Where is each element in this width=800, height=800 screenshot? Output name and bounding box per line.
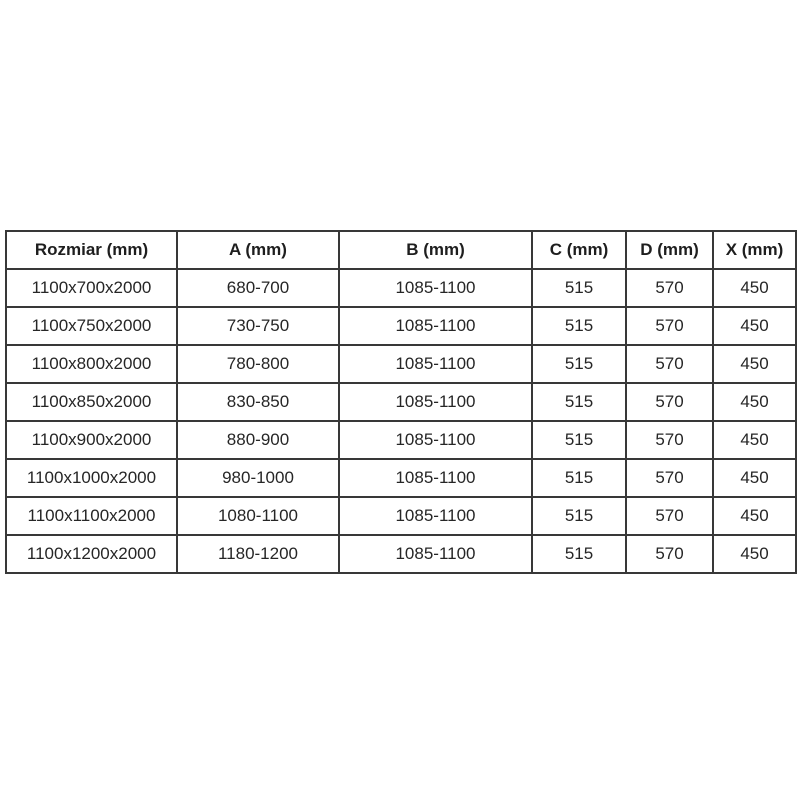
cell-d: 570 (626, 307, 713, 345)
column-header-c: C (mm) (532, 231, 626, 269)
cell-a: 1180-1200 (177, 535, 339, 573)
cell-b: 1085-1100 (339, 383, 532, 421)
cell-x: 450 (713, 345, 796, 383)
cell-x: 450 (713, 421, 796, 459)
cell-b: 1085-1100 (339, 459, 532, 497)
size-spec-table (5, 230, 797, 574)
cell-x: 450 (713, 459, 796, 497)
column-header-x: X (mm) (713, 231, 796, 269)
cell-a: 880-900 (177, 421, 339, 459)
cell-b: 1085-1100 (339, 307, 532, 345)
cell-a: 830-850 (177, 383, 339, 421)
cell-x: 450 (713, 535, 796, 573)
cell-d: 570 (626, 459, 713, 497)
cell-a: 780-800 (177, 345, 339, 383)
cell-d: 570 (626, 383, 713, 421)
cell-rozmiar: 1100x900x2000 (6, 421, 177, 459)
cell-c: 515 (532, 497, 626, 535)
cell-rozmiar: 1100x1000x2000 (6, 459, 177, 497)
table-row (6, 459, 796, 497)
cell-d: 570 (626, 345, 713, 383)
cell-c: 515 (532, 459, 626, 497)
cell-x: 450 (713, 497, 796, 535)
cell-a: 1080-1100 (177, 497, 339, 535)
cell-rozmiar: 1100x700x2000 (6, 269, 177, 307)
cell-rozmiar: 1100x1100x2000 (6, 497, 177, 535)
cell-c: 515 (532, 345, 626, 383)
column-header-a: A (mm) (177, 231, 339, 269)
table-row (6, 383, 796, 421)
cell-b: 1085-1100 (339, 421, 532, 459)
cell-b: 1085-1100 (339, 269, 532, 307)
table-header-row (6, 231, 796, 269)
table-row (6, 497, 796, 535)
cell-c: 515 (532, 269, 626, 307)
table-row (6, 421, 796, 459)
cell-c: 515 (532, 383, 626, 421)
cell-d: 570 (626, 421, 713, 459)
cell-d: 570 (626, 497, 713, 535)
table-row (6, 345, 796, 383)
cell-rozmiar: 1100x850x2000 (6, 383, 177, 421)
cell-rozmiar: 1100x750x2000 (6, 307, 177, 345)
cell-a: 680-700 (177, 269, 339, 307)
table-row (6, 307, 796, 345)
cell-b: 1085-1100 (339, 535, 532, 573)
cell-b: 1085-1100 (339, 497, 532, 535)
column-header-b: B (mm) (339, 231, 532, 269)
cell-c: 515 (532, 535, 626, 573)
cell-x: 450 (713, 269, 796, 307)
cell-x: 450 (713, 307, 796, 345)
table-row (6, 535, 796, 573)
cell-c: 515 (532, 421, 626, 459)
cell-c: 515 (532, 307, 626, 345)
cell-d: 570 (626, 269, 713, 307)
cell-rozmiar: 1100x800x2000 (6, 345, 177, 383)
size-spec-table-container (5, 230, 795, 574)
cell-x: 450 (713, 383, 796, 421)
cell-a: 730-750 (177, 307, 339, 345)
column-header-d: D (mm) (626, 231, 713, 269)
table-row (6, 269, 796, 307)
cell-b: 1085-1100 (339, 345, 532, 383)
cell-a: 980-1000 (177, 459, 339, 497)
cell-rozmiar: 1100x1200x2000 (6, 535, 177, 573)
cell-d: 570 (626, 535, 713, 573)
column-header-rozmiar: Rozmiar (mm) (6, 231, 177, 269)
